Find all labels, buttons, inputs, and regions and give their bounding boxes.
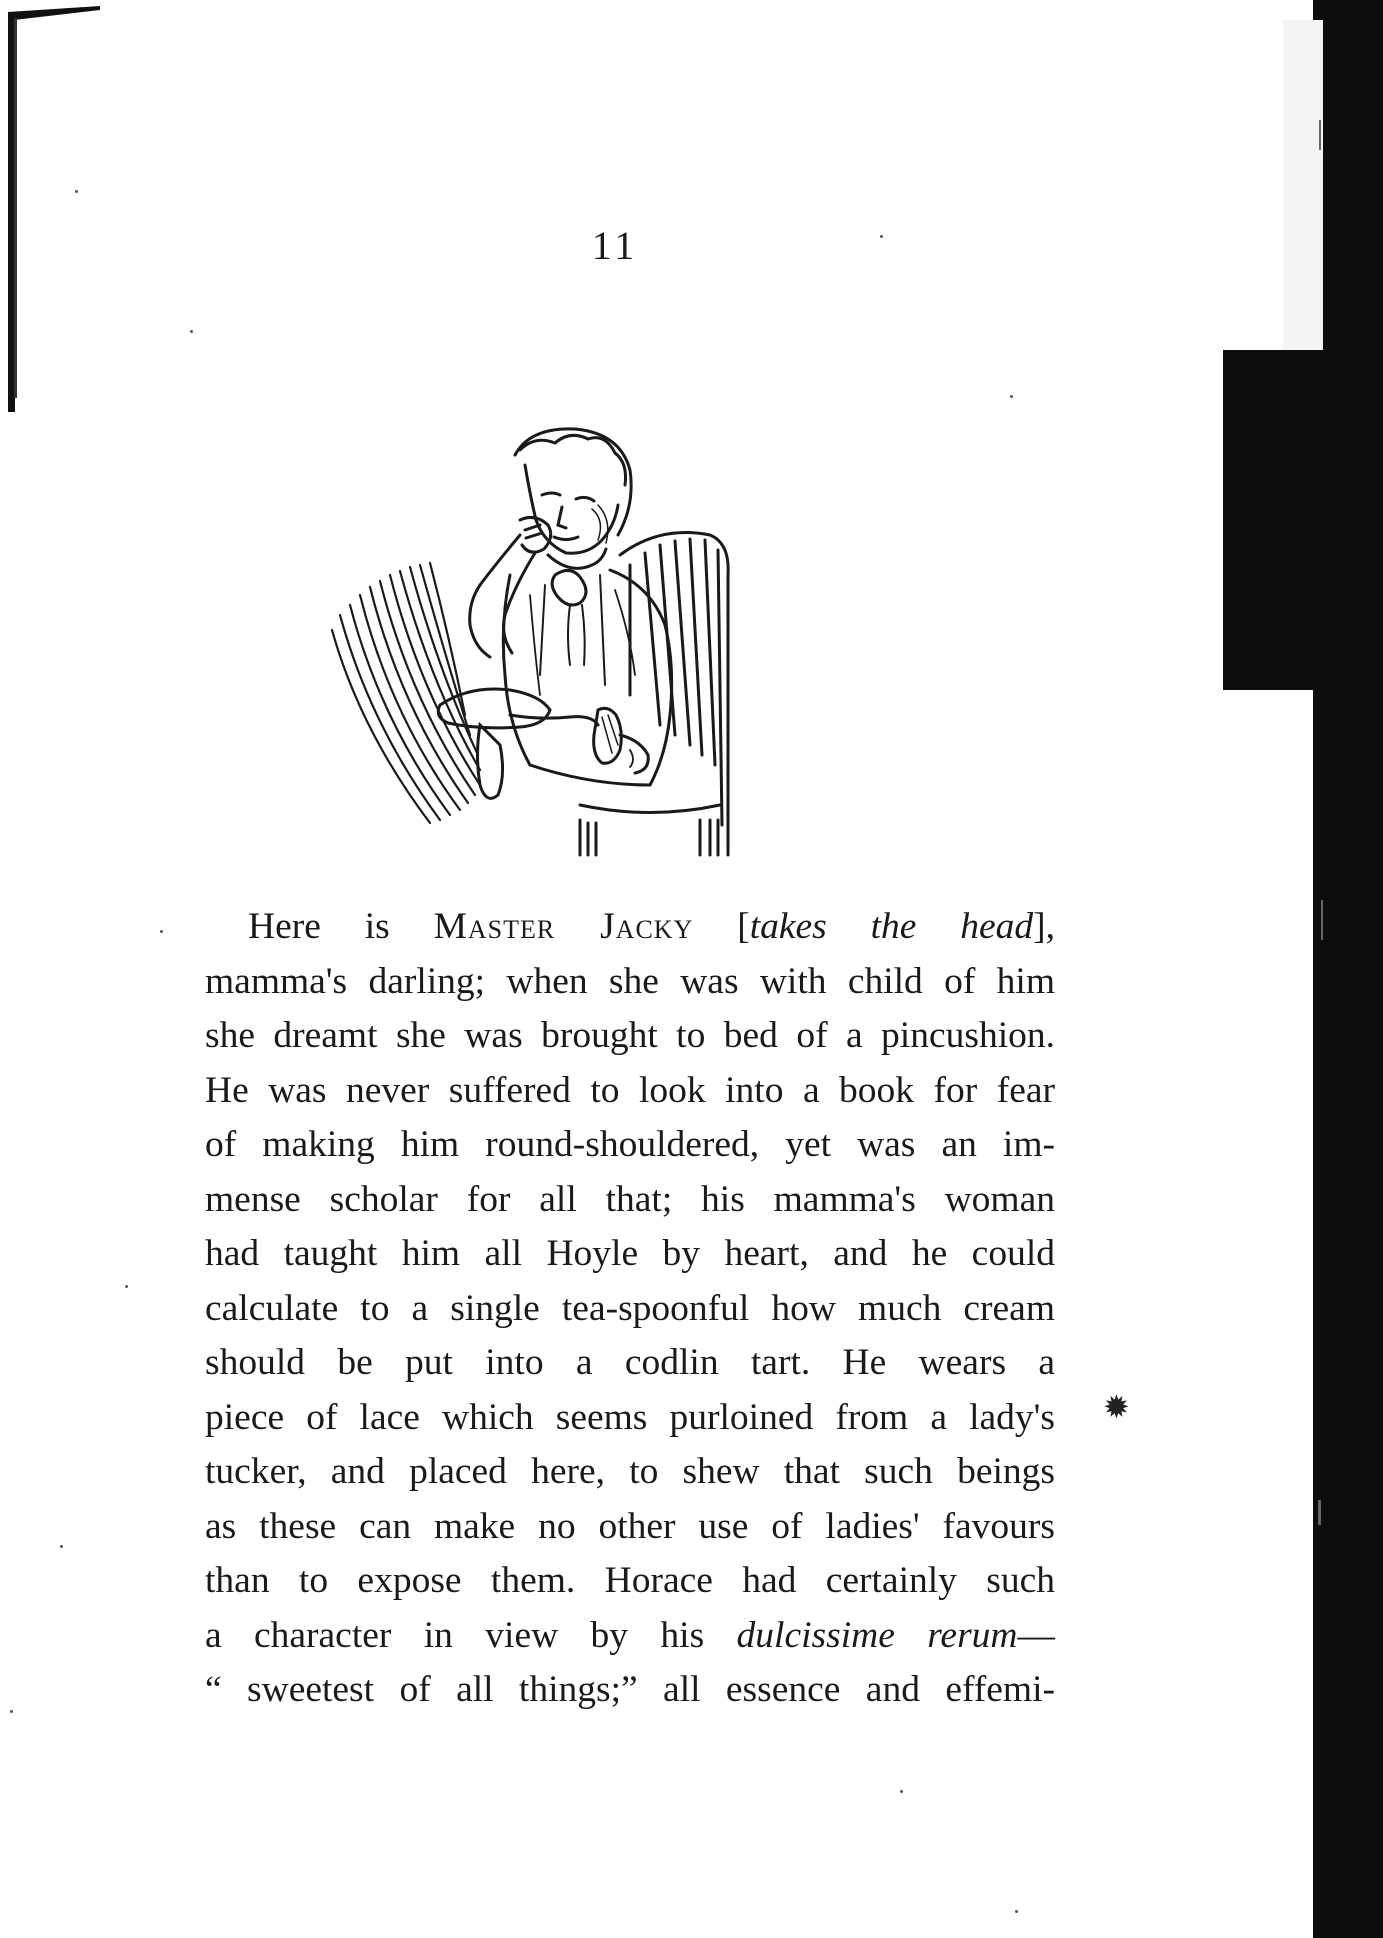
hatching (332, 563, 480, 823)
text-run: of making him round-shouldered, yet was an im- (205, 1124, 1055, 1165)
small-caps-run: Master Jacky (433, 906, 694, 947)
text-line (205, 1663, 1055, 1718)
text-run: mense scholar for all that; his mamma's woman (205, 1178, 1055, 1220)
woodcut-illustration (330, 425, 820, 865)
text-run: ], (1033, 906, 1055, 947)
text-line (205, 1609, 1055, 1664)
text-run: — (1017, 1614, 1055, 1656)
scan-shadow-right (1223, 0, 1383, 1938)
text-line (205, 1173, 1055, 1228)
body-text (205, 900, 1055, 1718)
text-run: should be put into a codlin tart. He wears a (205, 1342, 1055, 1383)
text-run: she dreamt she was brought to bed of a pincushion. (205, 1015, 1055, 1056)
lap-hands (438, 689, 648, 798)
text-line (205, 1282, 1055, 1337)
cravat (540, 549, 606, 685)
italic-run: takes the head (749, 906, 1034, 947)
text-run: as these can make no other use of ladies' favours (205, 1505, 1055, 1547)
text-run: tucker, and placed here, to shew that such beings (205, 1451, 1055, 1492)
text-run: He was never suffered to look into a book for fear (205, 1069, 1055, 1111)
ink-blot-ornament: ✹ (1103, 1389, 1130, 1425)
text-line (205, 1336, 1055, 1391)
text-line (205, 1554, 1055, 1609)
text-run: piece of lace which seems purloined from a lady's (205, 1396, 1055, 1438)
text-run: “ sweetest of all things;” all essence and effemi- (205, 1669, 1055, 1710)
text-line (205, 900, 1055, 955)
text-run: Here is (248, 906, 434, 947)
text-line (205, 1118, 1055, 1173)
text-line (205, 1445, 1055, 1500)
scan-edge-left (0, 0, 100, 430)
text-run: mamma's darling; when she was with child of him (205, 960, 1055, 1002)
page-number: 11 (591, 223, 639, 268)
italic-run: dulcissime rerum (736, 1614, 1018, 1656)
text-line (205, 1064, 1055, 1119)
text-run: calculate to a single tea-spoonful how much cream (205, 1287, 1055, 1329)
text-line (205, 1227, 1055, 1282)
text-run: had taught him all Hoyle by heart, and he could (205, 1233, 1055, 1274)
armchair (580, 533, 728, 856)
text-run: [ (693, 906, 750, 947)
text-run: than to expose them. Horace had certainly such (205, 1560, 1055, 1601)
raised-arm (470, 517, 551, 657)
text-line (205, 955, 1055, 1010)
text-line (205, 1009, 1055, 1064)
text-line (205, 1500, 1055, 1555)
text-line (205, 1391, 1055, 1446)
text-run: a character in view by his (205, 1614, 737, 1656)
